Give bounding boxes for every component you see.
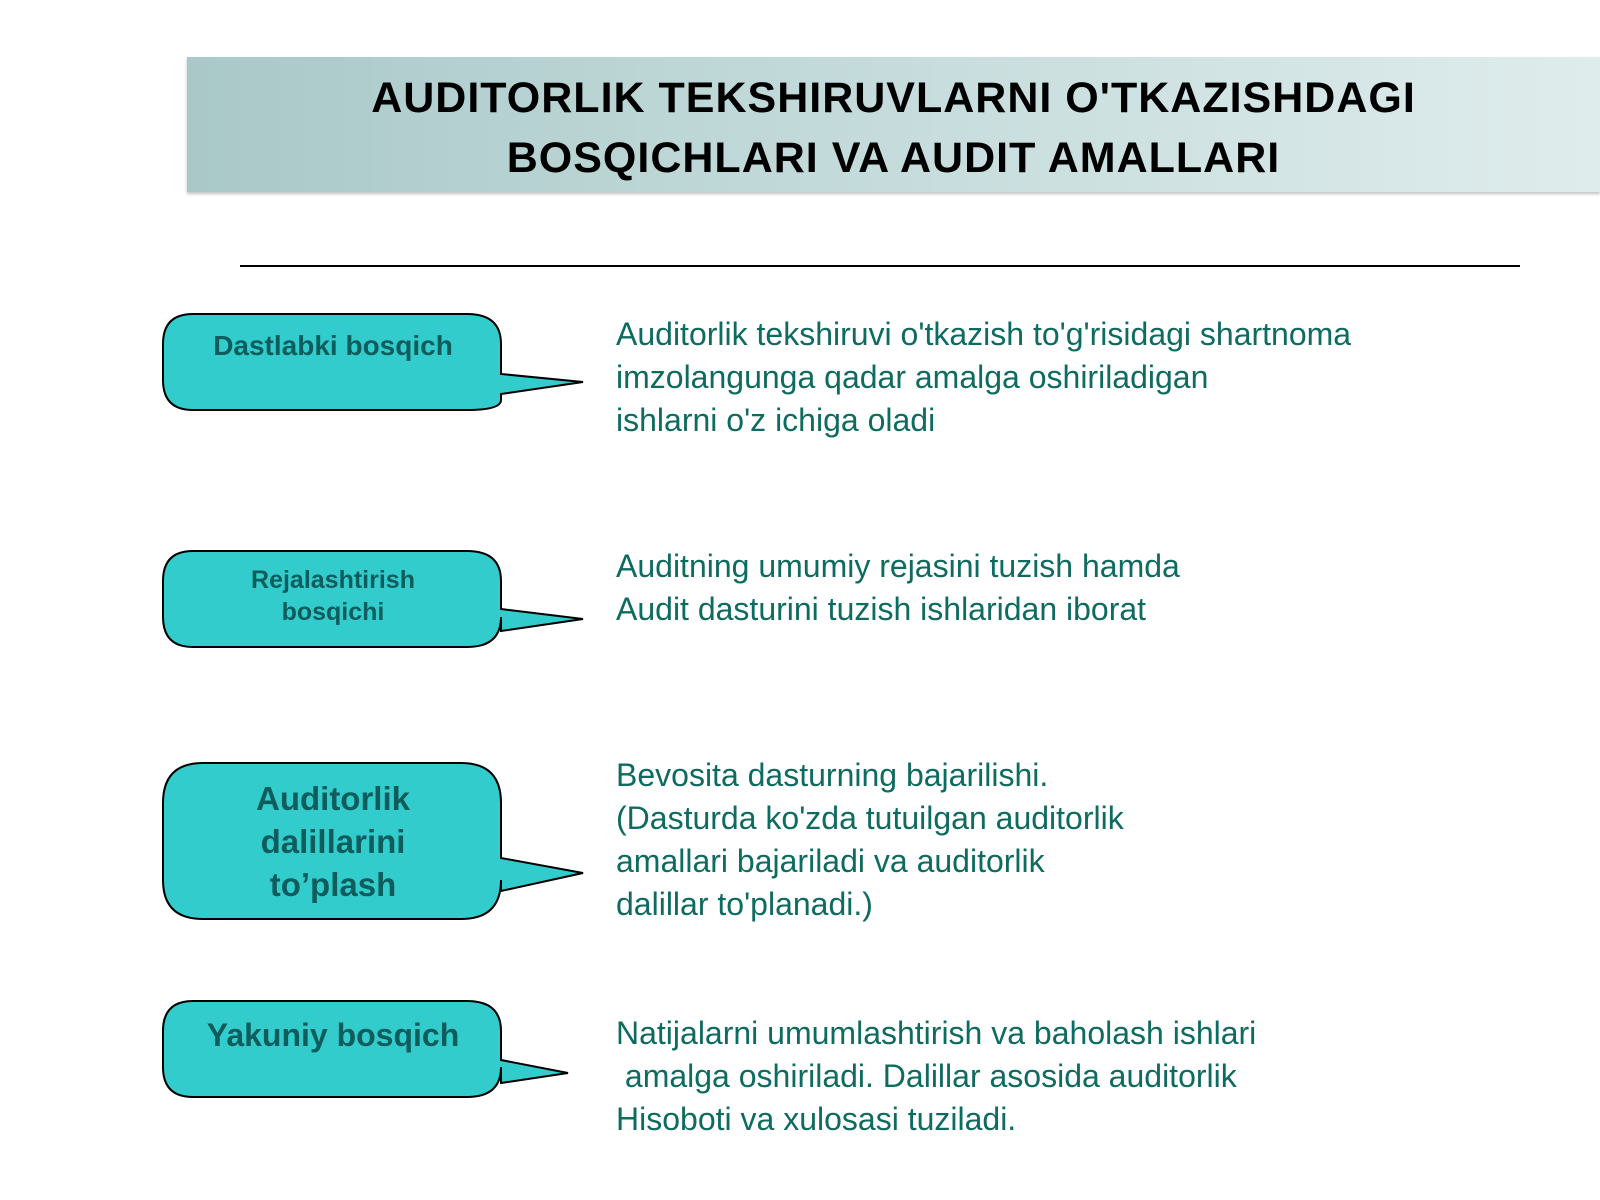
stage-1-label: Dastlabki bosqich	[213, 330, 453, 361]
stage-2-label: Rejalashtirish bosqichi	[251, 566, 415, 626]
stage-4-description: Natijalarni umumlashtirish va baholash ishlari amalga oshiriladi. Dalillar asosida auditorlik Hisoboti va xulosasi tuziladi.	[616, 1015, 1257, 1137]
stage-1-description: Auditorlik tekshiruvi o'tkazish to'g'risidagi shartnoma imzolangunga qadar amalga oshiriladigan ishlarni o'z ichiga oladi	[616, 316, 1352, 438]
stage-3-label: Auditorlik dalillarini to’plash	[256, 779, 410, 903]
stage-2-description: Auditning umumiy rejasini tuzish hamda Audit dasturini tuzish ishlaridan iborat	[616, 548, 1180, 627]
page-title-line-2: BOSQICHLARI VA AUDIT AMALLARI	[506, 134, 1281, 182]
stage-3-description: Bevosita dasturning bajarilishi. (Dasturda ko'zda tutuilgan auditorlik amallari bajariladi va auditorlik dalillar to'planadi.)	[616, 757, 1124, 922]
stage-4-label: Yakuniy bosqich	[206, 1016, 460, 1053]
page-title-line-1: AUDITORLIK TEKSHIRUVLARNI O'TKAZISHDAGI	[371, 74, 1416, 122]
